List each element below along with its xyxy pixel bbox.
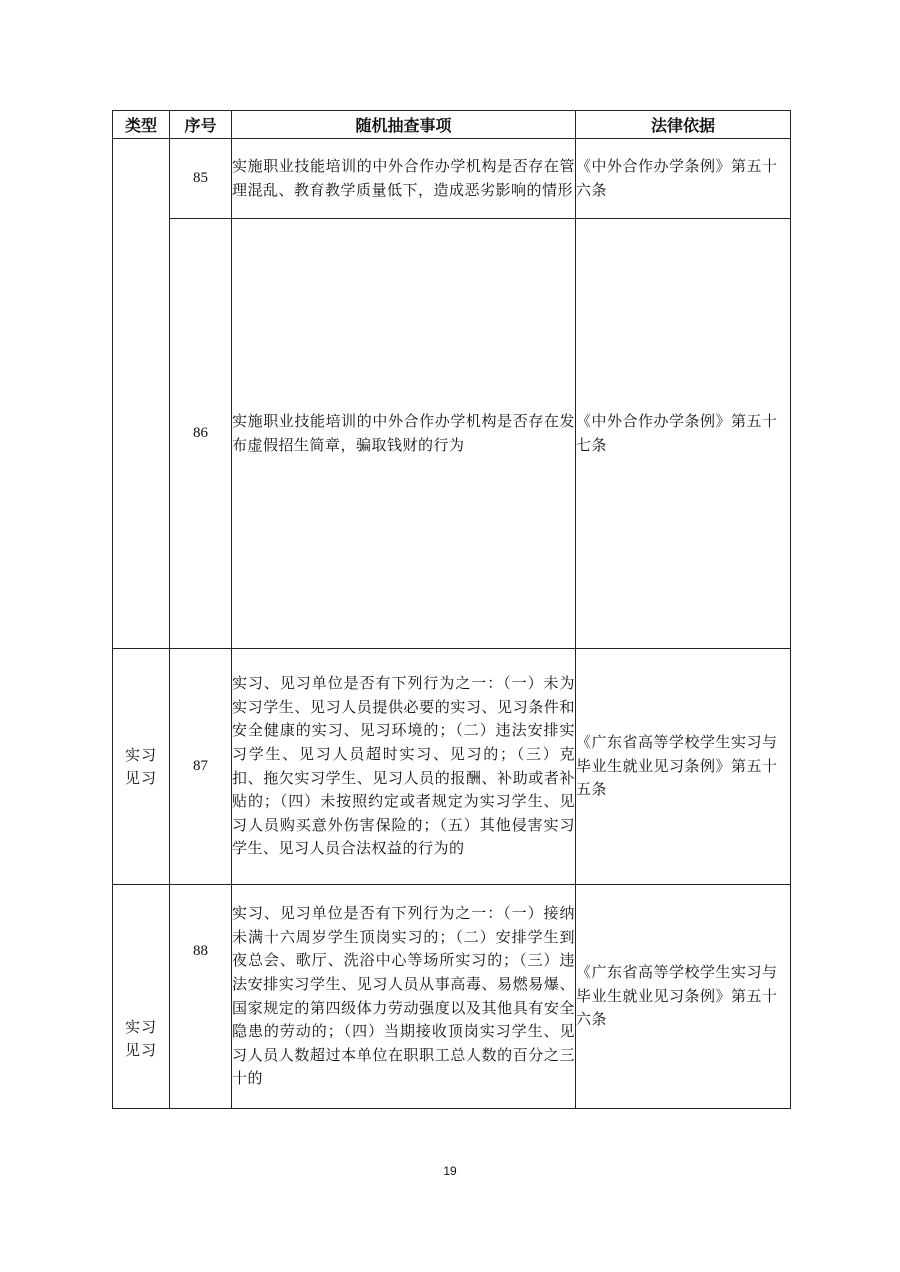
- table-row: [113, 649, 791, 885]
- item-cell: 实施职业技能培训的中外合作办学机构是否存在发布虚假招生简章，骗取钱财的行为: [232, 219, 576, 649]
- law-cell: 《广东省高等学校学生实习与毕业生就业见习条例》第五十六条: [576, 885, 791, 1109]
- seq-cell: 88: [170, 885, 232, 1109]
- page-number: 19: [443, 1164, 457, 1178]
- category-label: 实习见习: [124, 745, 157, 787]
- table-row: [113, 885, 791, 1109]
- category-cell: [113, 139, 170, 649]
- header-item: 随机抽查事项: [232, 111, 576, 139]
- item-cell: 实习、见习单位是否有下列行为之一：（一）接纳未满十六周岁学生顶岗实习的；（二）安排学生到夜总会、歌厅、洗浴中心等场所实习的；（三）违法安排实习学生、见习人员从事高毒、易燃易爆、国家规定的第四级体力劳动强度以及其他具有安全隐患的劳动的；（四）当期接收顶岗实习学生、见习人员人数超过本单位在职职工总人数的百分之三十的: [232, 885, 576, 1109]
- seq-cell: 85: [170, 139, 232, 219]
- law-cell: 《中外合作办学条例》第五十七条: [576, 219, 791, 649]
- seq-cell: 87: [170, 649, 232, 885]
- category-cell: [113, 885, 170, 1109]
- category-label: 实习见习: [124, 1018, 157, 1059]
- item-cell: 实施职业技能培训的中外合作办学机构是否存在管理混乱、教育教学质量低下，造成恶劣影响的情形: [232, 139, 576, 219]
- header-seq: 序号: [170, 111, 232, 139]
- table-header-row: [113, 111, 791, 139]
- seq-cell: 86: [170, 219, 232, 649]
- item-cell: 实习、见习单位是否有下列行为之一：（一）未为实习学生、见习人员提供必要的实习、见习条件和安全健康的实习、见习环境的；（二）违法安排实习学生、见习人员超时实习、见习的；（三）克扣、拖欠实习学生、见习人员的报酬、补助或者补贴的；（四）未按照约定或者规定为实习学生、见习人员购买意外伤害保险的；（五）其他侵害实习学生、见习人员合法权益的行为的: [232, 649, 576, 885]
- law-cell: 《中外合作办学条例》第五十六条: [576, 139, 791, 219]
- law-cell: 《广东省高等学校学生实习与毕业生就业见习条例》第五十五条: [576, 649, 791, 885]
- table-row: [113, 139, 791, 219]
- category-cell: [113, 649, 170, 885]
- table-row: [113, 219, 791, 649]
- header-law: 法律依据: [576, 111, 791, 139]
- inspection-table: [112, 110, 791, 1109]
- header-type: 类型: [113, 111, 170, 139]
